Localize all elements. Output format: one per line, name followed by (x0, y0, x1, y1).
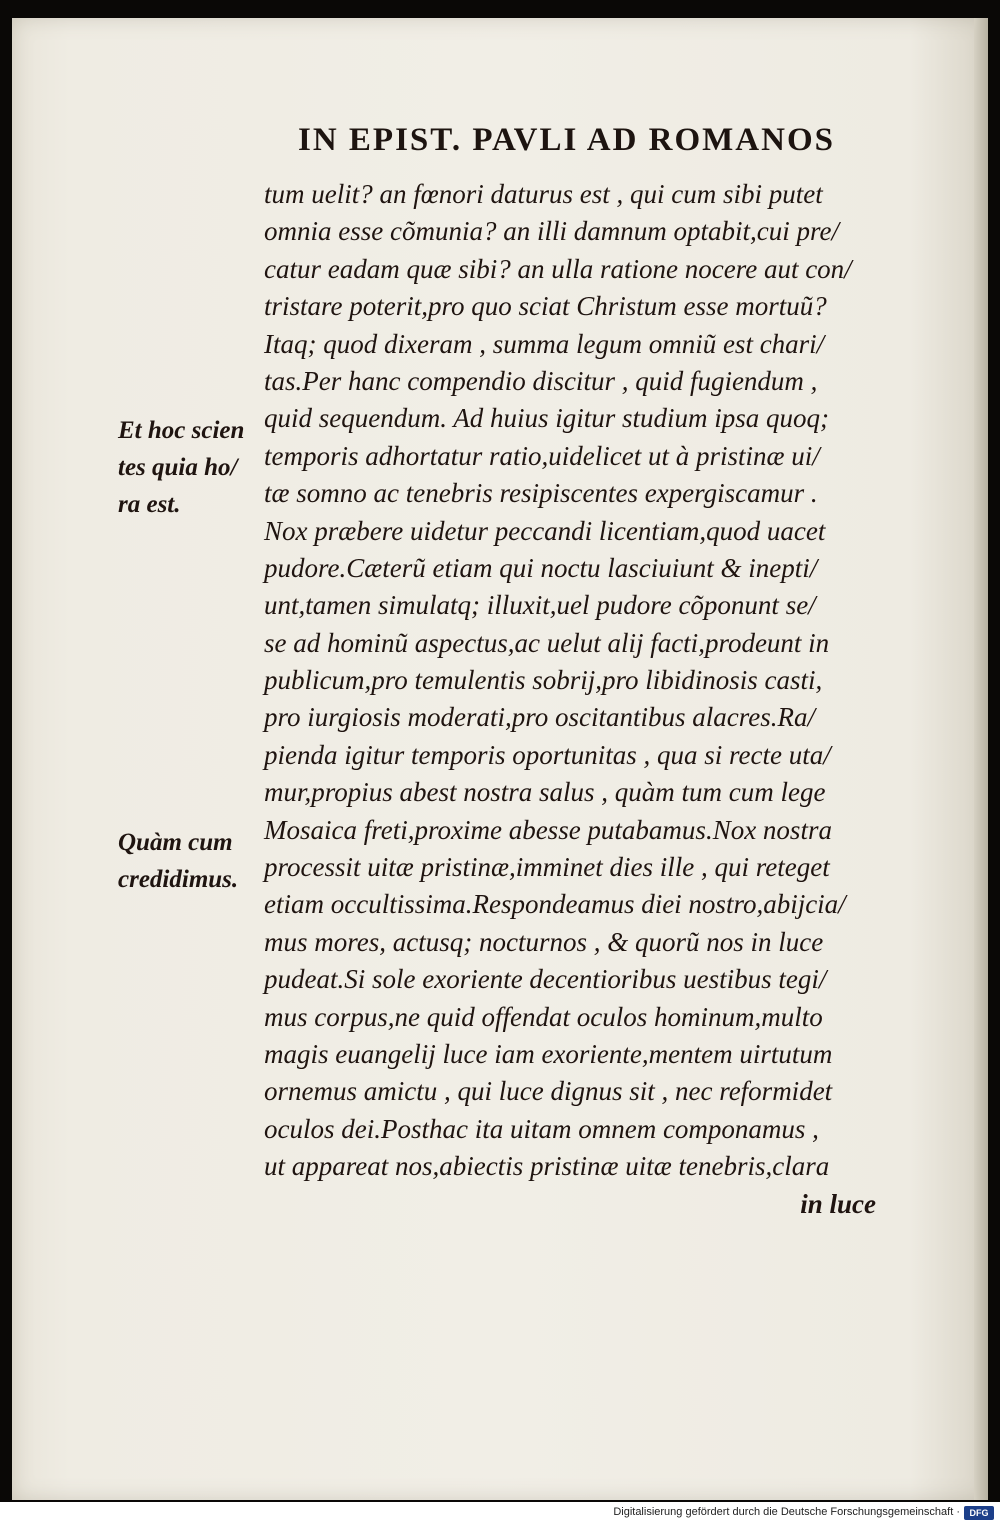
margin-note-2 (118, 824, 268, 898)
text-line: Nox præbere uidetur peccandi licentiam,quod uacet (264, 515, 826, 546)
text-line: quid sequendum. Ad huius igitur studium ipsa quoq; (264, 403, 830, 434)
text-line: pro iurgiosis moderati,pro oscitantibus alacres.Ra/ (264, 702, 816, 733)
text-line: Itaq; quod dixeram , summa legum omniũ est chari/ (264, 328, 825, 359)
text-line: magis euangelij luce iam exoriente,mentem uirtutum (264, 1038, 833, 1069)
margin-note-line: ra est. (118, 491, 181, 518)
digitization-footer (0, 1502, 1000, 1524)
page-edge (974, 18, 988, 1500)
text-line: mur,propius abest nostra salus , quàm tum cum lege (264, 777, 826, 808)
text-line: temporis adhortatur ratio,uidelicet ut à pristinæ ui/ (264, 440, 820, 471)
text-line: mus mores, actusq; nocturnos , & quorũ nos in luce (264, 926, 824, 957)
text-line: tæ somno ac tenebris resipiscentes expergiscamur . (264, 478, 818, 509)
text-line: pienda igitur temporis oportunitas , qua si recte uta/ (264, 739, 831, 770)
text-line: etiam occultissima.Respondeamus diei nostro,abijcia/ (264, 889, 846, 920)
text-line: tristare poterit,pro quo sciat Christum esse mortuũ? (264, 291, 827, 322)
text-line: omnia esse cõmunia? an illi damnum optabit,cui pre/ (264, 216, 839, 247)
catchword: in luce (800, 1188, 876, 1219)
dfg-logo-icon: DFG (964, 1506, 994, 1520)
margin-note-line: tes quia ho/ (118, 454, 238, 481)
text-line: tas.Per hanc compendio discitur , quid fugiendum , (264, 365, 818, 396)
text-line: ut appareat nos,abiectis pristinæ uitæ tenebris,clara (264, 1151, 830, 1182)
text-line: processit uitæ pristinæ,imminet dies ille , qui reteget (264, 852, 830, 883)
text-line: tum uelit? an fœnori daturus est , qui cum sibi putet (264, 179, 823, 209)
text-line: Mosaica freti,proxime abesse putabamus.Nox nostra (264, 814, 832, 845)
text-line: pudore.Cæterũ etiam qui noctu lasciuiunt & inepti/ (264, 552, 818, 583)
text-line: pudeat.Si sole exoriente decentioribus uestibus tegi/ (264, 964, 827, 995)
text-line: se ad hominũ aspectus,ac uelut alij facti,prodeunt in (264, 627, 830, 658)
text-line: mus corpus,ne quid offendat oculos hominum,multo (264, 1001, 823, 1032)
margin-note-line: Et hoc scien (118, 417, 245, 444)
margin-note-line: Quàm cum (118, 829, 233, 856)
text-line: publicum,pro temulentis sobrij,pro libidinosis casti, (264, 665, 823, 696)
text-line: ornemus amictu , qui luce dignus sit , nec reformidet (264, 1076, 833, 1107)
text-line: catur eadam quæ sibi? an ulla ratione nocere aut con/ (264, 253, 852, 284)
margin-note-1 (118, 412, 268, 523)
margin-note-line: credidimus. (118, 866, 239, 893)
body-text (264, 176, 904, 1223)
text-line: oculos dei.Posthac ita uitam omnem componamus , (264, 1113, 819, 1144)
funding-credit: Digitalisierung gefördert durch die Deutsche Forschungsgemeinschaft · (613, 1506, 960, 1518)
text-line: unt,tamen simulatq; illuxit,uel pudore cõponunt se/ (264, 590, 816, 621)
running-head: IN EPIST. PAVLI AD ROMANOS (298, 122, 835, 158)
